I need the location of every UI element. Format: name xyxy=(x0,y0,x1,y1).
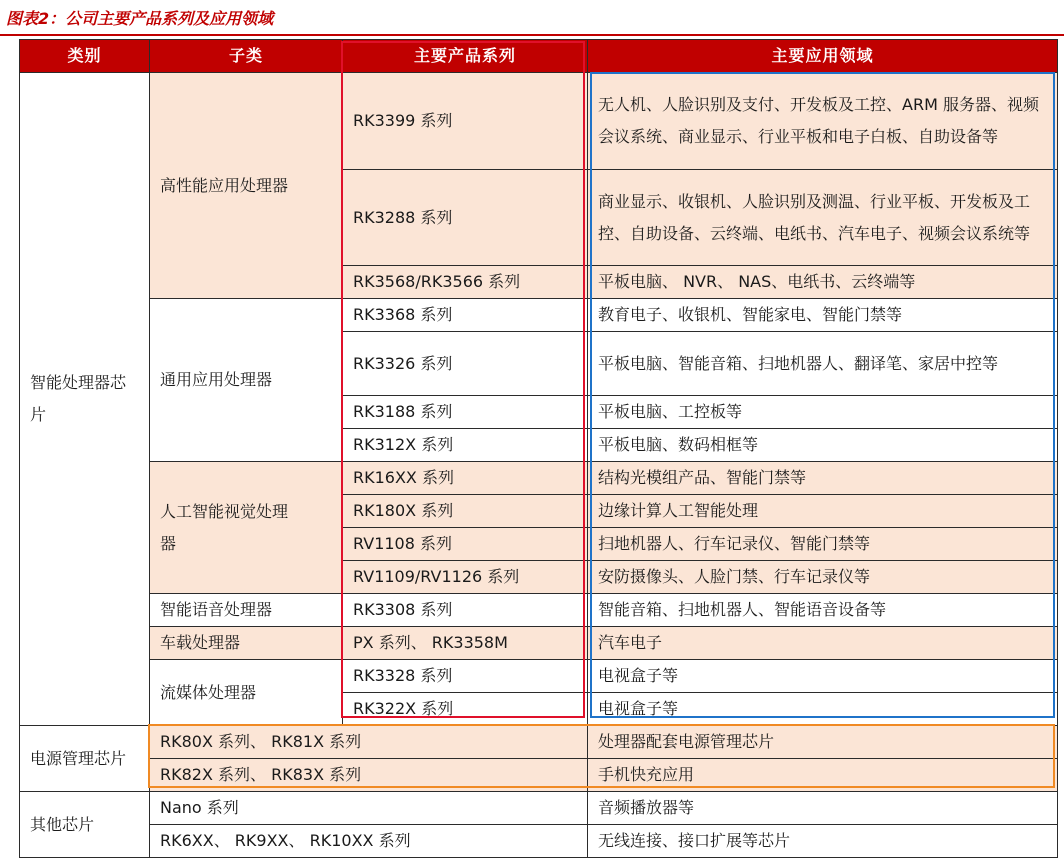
application-cell: 电视盒子等 xyxy=(588,660,1058,693)
table-row xyxy=(20,299,1058,332)
series-cell: RK82X 系列、 RK83X 系列 xyxy=(150,759,588,792)
series-cell: RK3368 系列 xyxy=(343,299,588,332)
series-cell: PX 系列、 RK3358M xyxy=(343,627,588,660)
series-cell: RK3288 系列 xyxy=(343,170,588,266)
series-cell: RK180X 系列 xyxy=(343,495,588,528)
subcategory-auto: 车载处理器 xyxy=(150,627,343,660)
header-series: 主要产品系列 xyxy=(343,40,588,73)
application-cell: 音频播放器等 xyxy=(588,792,1058,825)
application-cell: 智能音箱、扫地机器人、智能语音设备等 xyxy=(588,594,1058,627)
series-cell: RK3568/RK3566 系列 xyxy=(343,266,588,299)
series-cell: RK3326 系列 xyxy=(343,332,588,396)
series-cell: RV1109/RV1126 系列 xyxy=(343,561,588,594)
application-cell: 扫地机器人、行车记录仪、智能门禁等 xyxy=(588,528,1058,561)
series-cell: RK3328 系列 xyxy=(343,660,588,693)
header-row xyxy=(20,40,1058,73)
application-cell: 平板电脑、工控板等 xyxy=(588,396,1058,429)
application-cell: 无线连接、接口扩展等芯片 xyxy=(588,825,1058,858)
application-cell: 汽车电子 xyxy=(588,627,1058,660)
application-cell: 处理器配套电源管理芯片 xyxy=(588,726,1058,759)
application-cell: 平板电脑、数码相框等 xyxy=(588,429,1058,462)
series-cell: RK312X 系列 xyxy=(343,429,588,462)
category-other: 其他芯片 xyxy=(20,792,150,858)
application-cell: 手机快充应用 xyxy=(588,759,1058,792)
table-row xyxy=(20,825,1058,858)
table-row xyxy=(20,462,1058,495)
subcategory-voice: 智能语音处理器 xyxy=(150,594,343,627)
application-cell: 电视盒子等 xyxy=(588,693,1058,726)
table-row xyxy=(20,660,1058,693)
series-cell: RK3399 系列 xyxy=(343,73,588,170)
subcategory-ai-vision: 人工智能视觉处理器 xyxy=(150,462,343,594)
application-cell: 商业显示、收银机、人脸识别及测温、行业平板、开发板及工控、自助设备、云终端、电纸书、汽车电子、视频会议系统等 xyxy=(588,170,1058,266)
header-category: 类别 xyxy=(20,40,150,73)
application-cell: 安防摄像头、人脸门禁、行车记录仪等 xyxy=(588,561,1058,594)
table-row xyxy=(20,73,1058,170)
series-cell: RV1108 系列 xyxy=(343,528,588,561)
series-cell: RK3188 系列 xyxy=(343,396,588,429)
header-applications: 主要应用领域 xyxy=(588,40,1058,73)
table-row xyxy=(20,726,1058,759)
application-cell: 结构光模组产品、智能门禁等 xyxy=(588,462,1058,495)
table-row xyxy=(20,594,1058,627)
subcategory-streaming: 流媒体处理器 xyxy=(150,660,343,726)
series-cell: RK16XX 系列 xyxy=(343,462,588,495)
series-cell: RK6XX、 RK9XX、 RK10XX 系列 xyxy=(150,825,588,858)
series-cell: RK3308 系列 xyxy=(343,594,588,627)
subcategory-general: 通用应用处理器 xyxy=(150,299,343,462)
application-cell: 平板电脑、智能音箱、扫地机器人、翻译笔、家居中控等 xyxy=(588,332,1058,396)
application-cell: 边缘计算人工智能处理 xyxy=(588,495,1058,528)
category-power: 电源管理芯片 xyxy=(20,726,150,792)
series-cell: RK322X 系列 xyxy=(343,693,588,726)
application-cell: 平板电脑、 NVR、 NAS、电纸书、云终端等 xyxy=(588,266,1058,299)
table-row xyxy=(20,627,1058,660)
figure-title: 图表2：公司主要产品系列及应用领域 xyxy=(6,9,274,28)
series-cell: RK80X 系列、 RK81X 系列 xyxy=(150,726,588,759)
title-divider xyxy=(0,34,1064,36)
table-row xyxy=(20,792,1058,825)
subcategory-high-perf: 高性能应用处理器 xyxy=(150,73,343,299)
series-cell: Nano 系列 xyxy=(150,792,588,825)
header-subcategory: 子类 xyxy=(150,40,343,73)
application-cell: 无人机、人脸识别及支付、开发板及工控、ARM 服务器、视频会议系统、商业显示、行业平板和电子白板、自助设备等 xyxy=(588,73,1058,170)
application-cell: 教育电子、收银机、智能家电、智能门禁等 xyxy=(588,299,1058,332)
table-row xyxy=(20,759,1058,792)
category-smart: 智能处理器芯片 xyxy=(20,73,150,726)
product-table xyxy=(19,39,1058,858)
